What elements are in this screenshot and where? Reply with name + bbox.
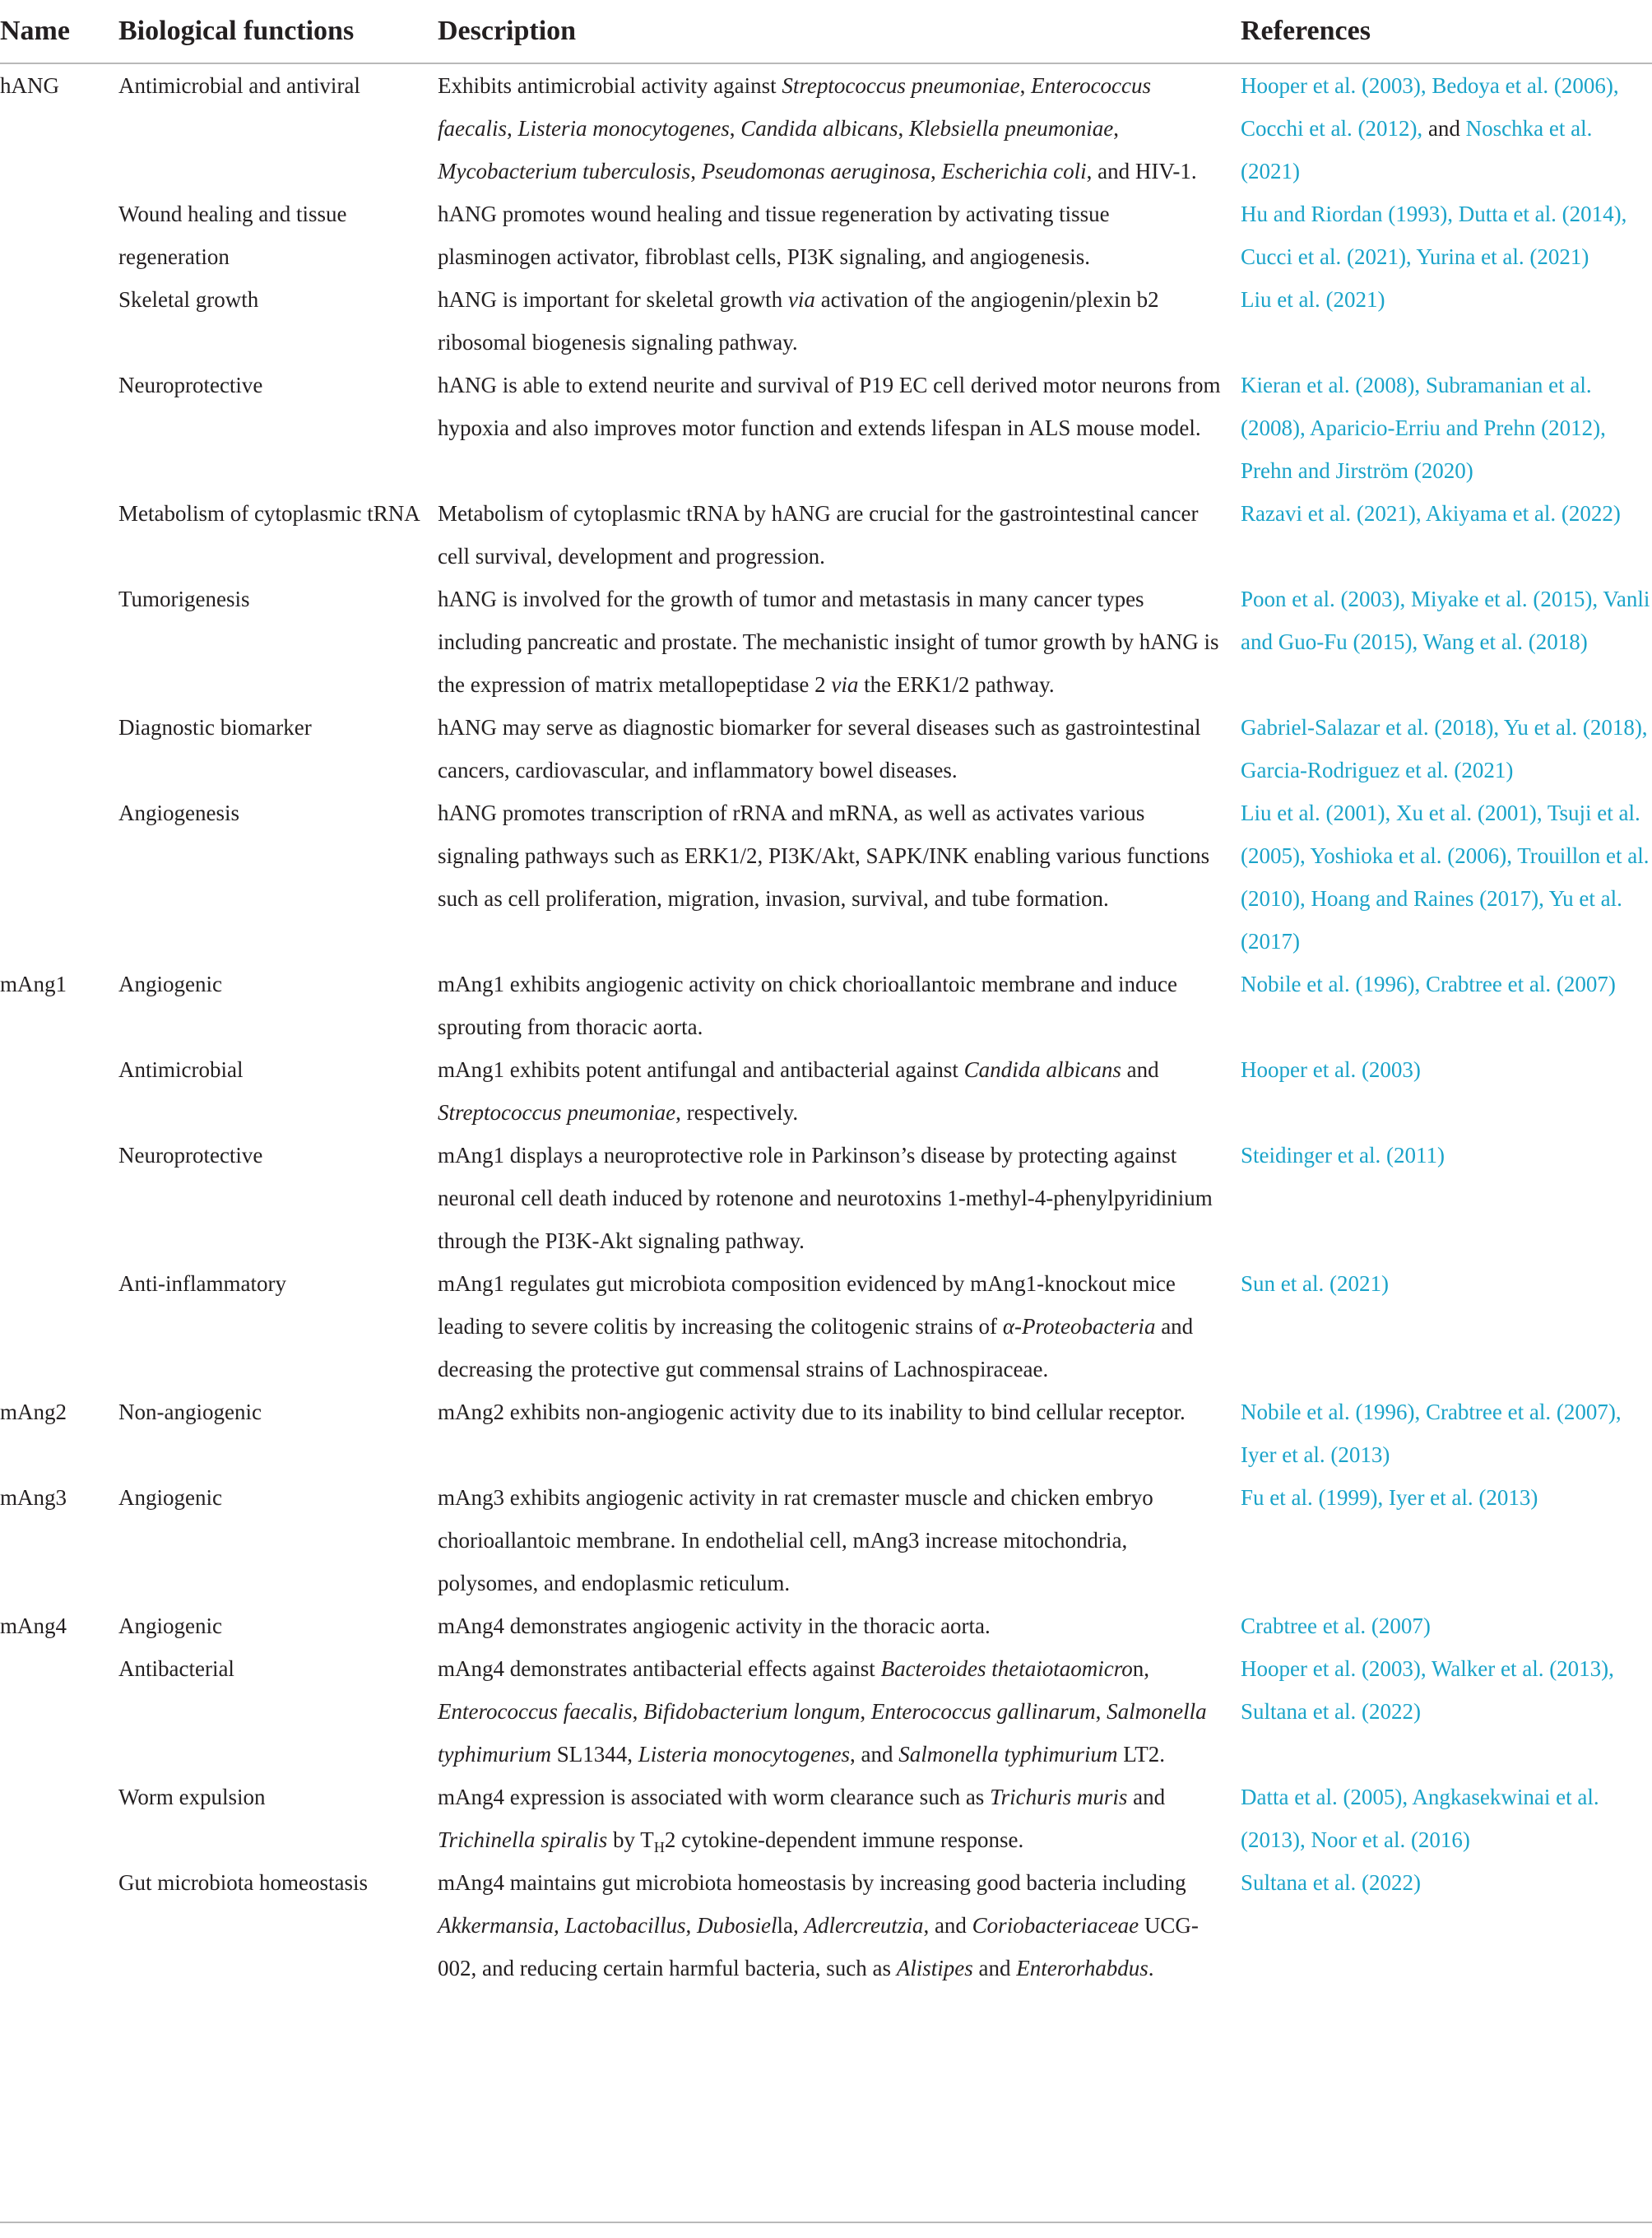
cell-references [1241, 364, 1652, 492]
table-row [0, 1048, 1652, 1134]
description-text: , [1095, 1699, 1107, 1724]
cell-biological-function: Metabolism of cytoplasmic tRNA [118, 501, 420, 526]
cell-references [1241, 1604, 1652, 1647]
description-text: mAng4 expression is associated with worm clearance such as [438, 1785, 991, 1809]
description-text: Pseudomonas aeruginosa [701, 159, 930, 183]
description-text: , [729, 116, 741, 141]
cell-description [434, 193, 1241, 278]
description-text: Listeria monocytogenes [517, 116, 730, 141]
description-text: via [787, 287, 815, 312]
reference-link[interactable]: Gabriel-Salazar et al. (2018), Yu et al. (2018), Garcia-Rodriguez et al. (2021) [1241, 715, 1648, 782]
cell-references [1241, 1647, 1652, 1776]
cell-biological-function: Diagnostic biomarker [118, 715, 312, 740]
cell-name [0, 1262, 115, 1391]
cell-name: mAng1 [0, 972, 67, 996]
cell-name [0, 1776, 115, 1861]
reference-link[interactable]: Kieran et al. (2008), Subramanian et al. (2008), Aparicio-Erriu and Prehn (2012), Prehn and Jirström (2020) [1241, 373, 1606, 483]
description-text: Mycobacterium tuberculosis [438, 159, 691, 183]
cell-name: mAng4 [0, 1613, 67, 1638]
cell-references [1241, 1861, 1652, 1990]
cell-references [1241, 1262, 1652, 1391]
reference-link[interactable]: Sun et al. (2021) [1241, 1271, 1389, 1296]
cell-description [434, 63, 1241, 193]
cell-references [1241, 492, 1652, 578]
cell-references [1241, 1048, 1652, 1134]
description-text: , [898, 116, 909, 141]
table-header [0, 0, 1652, 63]
cell-name [0, 706, 115, 792]
reference-link[interactable]: Hu and Riordan (1993), Dutta et al. (2014), Cucci et al. (2021), Yurina et al. (2021) [1241, 202, 1627, 269]
description-text: Enterorhabdus [1016, 1956, 1149, 1980]
bottom-rule [0, 2222, 1652, 2223]
description-text: and [972, 1956, 1017, 1980]
description-text: hANG is able to extend neurite and survival of P19 EC cell derived motor neurons from hypoxia and also improves motor function and extends lifespan in ALS mouse model. [438, 373, 1221, 440]
table-row [0, 63, 1652, 193]
cell-biological-function: Angiogenesis [118, 801, 239, 825]
description-text: , [685, 1913, 697, 1938]
description-text: α-Proteobacteria [1002, 1314, 1156, 1339]
table-row [0, 1262, 1652, 1391]
table-row [0, 1134, 1652, 1262]
header-row [0, 0, 1652, 63]
description-text: Metabolism of cytoplasmic tRNA by hANG are crucial for the gastrointestinal cancer cell survival, development and progression. [438, 501, 1199, 569]
cell-description [434, 364, 1241, 492]
description-text: n, [1132, 1656, 1150, 1681]
cell-description [434, 1476, 1241, 1604]
description-text: and decreasing the protective gut commensal strains of Lachnospiraceae. [438, 1314, 1194, 1381]
description-text: mAng4 demonstrates antibacterial effects against [438, 1656, 881, 1681]
table-row [0, 364, 1652, 492]
cell-biological-function: Antimicrobial and antiviral [118, 73, 360, 98]
reference-link[interactable]: Hooper et al. (2003) [1241, 1057, 1421, 1082]
description-text: Escherichia coli [941, 159, 1087, 183]
table-body [0, 63, 1652, 1990]
cell-description [434, 1604, 1241, 1647]
cell-biological-function: Anti-inflammatory [118, 1271, 286, 1296]
cell-name [0, 278, 115, 364]
description-text: , [860, 1699, 871, 1724]
description-text: Enterococcus faecalis [438, 73, 1152, 141]
description-text: H [653, 1839, 665, 1855]
cell-description [434, 1647, 1241, 1776]
description-text: by T [607, 1827, 654, 1852]
description-text: Enterococcus gallinarum [870, 1699, 1096, 1724]
cell-description [434, 1776, 1241, 1861]
header-description: Description [434, 0, 1241, 63]
reference-link[interactable]: Hooper et al. (2003), Walker et al. (2013), Sultana et al. (2022) [1241, 1656, 1614, 1724]
cell-references [1241, 278, 1652, 364]
cell-biological-function: Skeletal growth [118, 287, 259, 312]
description-text: mAng1 exhibits potent antifungal and antibacterial against [438, 1057, 964, 1082]
cell-name [0, 1647, 115, 1776]
cell-name [0, 364, 115, 492]
cell-biological-function: Antibacterial [118, 1656, 234, 1681]
description-text: UCG-002, and reducing certain harmful bacteria, such as [438, 1913, 1199, 1980]
description-text: , respectively. [675, 1100, 799, 1125]
table-row [0, 578, 1652, 706]
description-text: Adlercreutzia [804, 1913, 924, 1938]
table-row [0, 1476, 1652, 1604]
reference-link[interactable]: Datta et al. (2005), Angkasekwinai et al. (2013), Noor et al. (2016) [1241, 1785, 1599, 1852]
table-row [0, 963, 1652, 1048]
cell-references [1241, 963, 1652, 1048]
description-text: mAng1 exhibits angiogenic activity on chick chorioallantoic membrane and induce sprouting from thoracic aorta. [438, 972, 1177, 1039]
header-references: References [1241, 0, 1652, 63]
description-text: hANG promotes wound healing and tissue regeneration by activating tissue plasminogen activator, fibroblast cells, PI3K signaling, and angiogenesis. [438, 202, 1110, 269]
cell-references [1241, 1134, 1652, 1262]
description-text: , [930, 159, 942, 183]
cell-references [1241, 1476, 1652, 1604]
description-text: Lactobacillus [564, 1913, 686, 1938]
reference-link[interactable]: Hooper et al. (2003), Bedoya et al. (2006), Cocchi et al. (2012), [1241, 73, 1619, 141]
description-text: Candida albicans [963, 1057, 1121, 1082]
table-row [0, 1391, 1652, 1476]
description-text: Candida albicans [740, 116, 898, 141]
cell-biological-function: Neuroprotective [118, 1143, 263, 1168]
description-text: , and [849, 1742, 899, 1767]
cell-biological-function: Wound healing and tissue regeneration [118, 202, 347, 269]
description-text: mAng2 exhibits non-angiogenic activity due to its inability to bind cellular receptor. [438, 1400, 1186, 1424]
description-text: , [1113, 116, 1119, 141]
cell-biological-function: Worm expulsion [118, 1785, 266, 1809]
reference-link[interactable]: Crabtree et al. (2007) [1241, 1613, 1431, 1638]
cell-description [434, 706, 1241, 792]
table-row [0, 1776, 1652, 1861]
description-text: via [831, 672, 859, 697]
reference-link[interactable]: Fu et al. (1999), Iyer et al. (2013) [1241, 1485, 1538, 1510]
table-row [0, 792, 1652, 963]
description-text: the ERK1/2 pathway. [858, 672, 1055, 697]
reference-link[interactable]: Liu et al. (2001), Xu et al. (2001), Tsuji et al. (2005), Yoshioka et al. (2006), Trouillon et al. (2010), Hoang and Raines (2017), Yu et al. (2017) [1241, 801, 1650, 954]
reference-link[interactable]: Noschka et al. (2021) [1241, 116, 1593, 183]
description-text: SL1344, [551, 1742, 638, 1767]
description-text: la, [777, 1913, 805, 1938]
table-row [0, 706, 1652, 792]
cell-name [0, 578, 115, 706]
description-text: , [632, 1699, 644, 1724]
cell-description [434, 1861, 1241, 1990]
cell-references [1241, 578, 1652, 706]
cell-references [1241, 63, 1652, 193]
cell-description [434, 1262, 1241, 1391]
description-text: mAng3 exhibits angiogenic activity in rat cremaster muscle and chicken embryo chorioallantoic membrane. In endothelial cell, mAng3 increase mitochondria, polysomes, and endoplasmic reticulum. [438, 1485, 1153, 1595]
cell-description [434, 278, 1241, 364]
description-text: . [1148, 1956, 1154, 1980]
cell-description [434, 1048, 1241, 1134]
cell-references [1241, 706, 1652, 792]
cell-biological-function: Angiogenic [118, 972, 222, 996]
description-text: LT2. [1117, 1742, 1165, 1767]
cell-references [1241, 792, 1652, 963]
description-text: Klebsiella pneumoniae [908, 116, 1114, 141]
cell-name [0, 492, 115, 578]
description-text: , [506, 116, 518, 141]
description-text: Coriobacteriaceae [972, 1913, 1139, 1938]
description-text: Trichuris muris [990, 1785, 1128, 1809]
table-row [0, 492, 1652, 578]
description-text: hANG may serve as diagnostic biomarker for several diseases such as gastrointestinal cancers, cardiovascular, and inflammatory bowel diseases. [438, 715, 1201, 782]
description-text: Streptococcus pneumoniae [438, 1100, 676, 1125]
cell-name: hANG [0, 73, 59, 98]
cell-biological-function: Angiogenic [118, 1613, 222, 1638]
cell-description [434, 1134, 1241, 1262]
table-row [0, 193, 1652, 278]
cell-name [0, 1861, 115, 1990]
cell-biological-function: Antimicrobial [118, 1057, 244, 1082]
reference-link[interactable]: Sultana et al. (2022) [1241, 1870, 1421, 1895]
table-row [0, 1604, 1652, 1647]
description-text: , and HIV-1. [1086, 159, 1197, 183]
cell-biological-function: Gut microbiota homeostasis [118, 1870, 368, 1895]
header-name: Name [0, 0, 115, 63]
description-text: hANG is involved for the growth of tumor and metastasis in many cancer types including pancreatic and prostate. The mechanistic insight of tumor growth by hANG is the expression of matrix metallopeptidase 2 [438, 587, 1219, 697]
description-text: , [1019, 73, 1032, 98]
description-text: Dubosiel [696, 1913, 777, 1938]
cell-description [434, 792, 1241, 963]
table-row [0, 1647, 1652, 1776]
cell-biological-function: Angiogenic [118, 1485, 222, 1510]
description-text: activation of the angiogenin/plexin b2 ribosomal biogenesis signaling pathway. [438, 287, 1159, 355]
cell-references [1241, 193, 1652, 278]
description-text: Exhibits antimicrobial activity against [438, 73, 782, 98]
description-text: and [1127, 1785, 1166, 1809]
description-text: Akkermansia [438, 1913, 554, 1938]
description-text: mAng1 regulates gut microbiota composition evidenced by mAng1-knockout mice leading to severe colitis by increasing the colitogenic strains of [438, 1271, 1176, 1339]
reference-link[interactable]: Steidinger et al. (2011) [1241, 1143, 1445, 1168]
table-row [0, 1861, 1652, 1990]
description-text: Salmonella typhimurium [898, 1742, 1118, 1767]
description-text: mAng1 displays a neuroprotective role in Parkinson’s disease by protecting against neuronal cell death induced by rotenone and neurotoxins 1-methyl-4-phenylpyridinium through the PI3K-Akt signaling pathway. [438, 1143, 1213, 1253]
cell-name [0, 792, 115, 963]
description-text: , [690, 159, 702, 183]
description-text: hANG is important for skeletal growth [438, 287, 788, 312]
description-text: , and [923, 1913, 972, 1938]
cell-name [0, 1048, 115, 1134]
cell-name [0, 1134, 115, 1262]
description-text: Salmonella typhimurium [438, 1699, 1207, 1767]
description-text: hANG promotes transcription of rRNA and mRNA, as well as activates various signaling pathways such as ERK1/2, PI3K/Akt, SAPK/INK enabling various functions such as cell proliferation, migration, invasion, survival, and tube formation. [438, 801, 1210, 911]
cell-description [434, 578, 1241, 706]
cell-description [434, 963, 1241, 1048]
cell-biological-function: Tumorigenesis [118, 587, 250, 611]
cell-references [1241, 1776, 1652, 1861]
description-text: Listeria monocytogenes [638, 1742, 850, 1767]
description-text: mAng4 maintains gut microbiota homeostasis by increasing good bacteria including [438, 1870, 1186, 1895]
description-text: and [1121, 1057, 1159, 1082]
cell-description [434, 492, 1241, 578]
reference-link[interactable]: Liu et al. (2021) [1241, 287, 1385, 312]
description-text: Bifidobacterium longum [643, 1699, 861, 1724]
description-text: Enterococcus faecalis [438, 1699, 633, 1724]
reference-link[interactable]: Nobile et al. (1996), Crabtree et al. (2007), Iyer et al. (2013) [1241, 1400, 1622, 1467]
header-biological-functions: Biological functions [115, 0, 434, 63]
description-text: Streptococcus pneumoniae [782, 73, 1020, 98]
cell-name: mAng3 [0, 1485, 67, 1510]
description-text: , [553, 1913, 565, 1938]
reference-link[interactable]: Razavi et al. (2021), Akiyama et al. (2022) [1241, 501, 1621, 526]
cell-references [1241, 1391, 1652, 1476]
reference-text: and [1422, 116, 1466, 141]
description-text: 2 cytokine-dependent immune response. [664, 1827, 1024, 1852]
description-text: Bacteroides thetaiotaomicro [880, 1656, 1133, 1681]
cell-name: mAng2 [0, 1400, 67, 1424]
cell-description [434, 1391, 1241, 1476]
reference-link[interactable]: Nobile et al. (1996), Crabtree et al. (2007) [1241, 972, 1616, 996]
description-text: Trichinella spiralis [438, 1827, 608, 1852]
cell-biological-function: Non-angiogenic [118, 1400, 262, 1424]
description-text: mAng4 demonstrates angiogenic activity in the thoracic aorta. [438, 1613, 991, 1638]
cell-name [0, 193, 115, 278]
table-row [0, 278, 1652, 364]
cell-biological-function: Neuroprotective [118, 373, 263, 397]
reference-link[interactable]: Poon et al. (2003), Miyake et al. (2015), Vanli and Guo-Fu (2015), Wang et al. (2018) [1241, 587, 1650, 654]
description-text: Alistipes [896, 1956, 973, 1980]
